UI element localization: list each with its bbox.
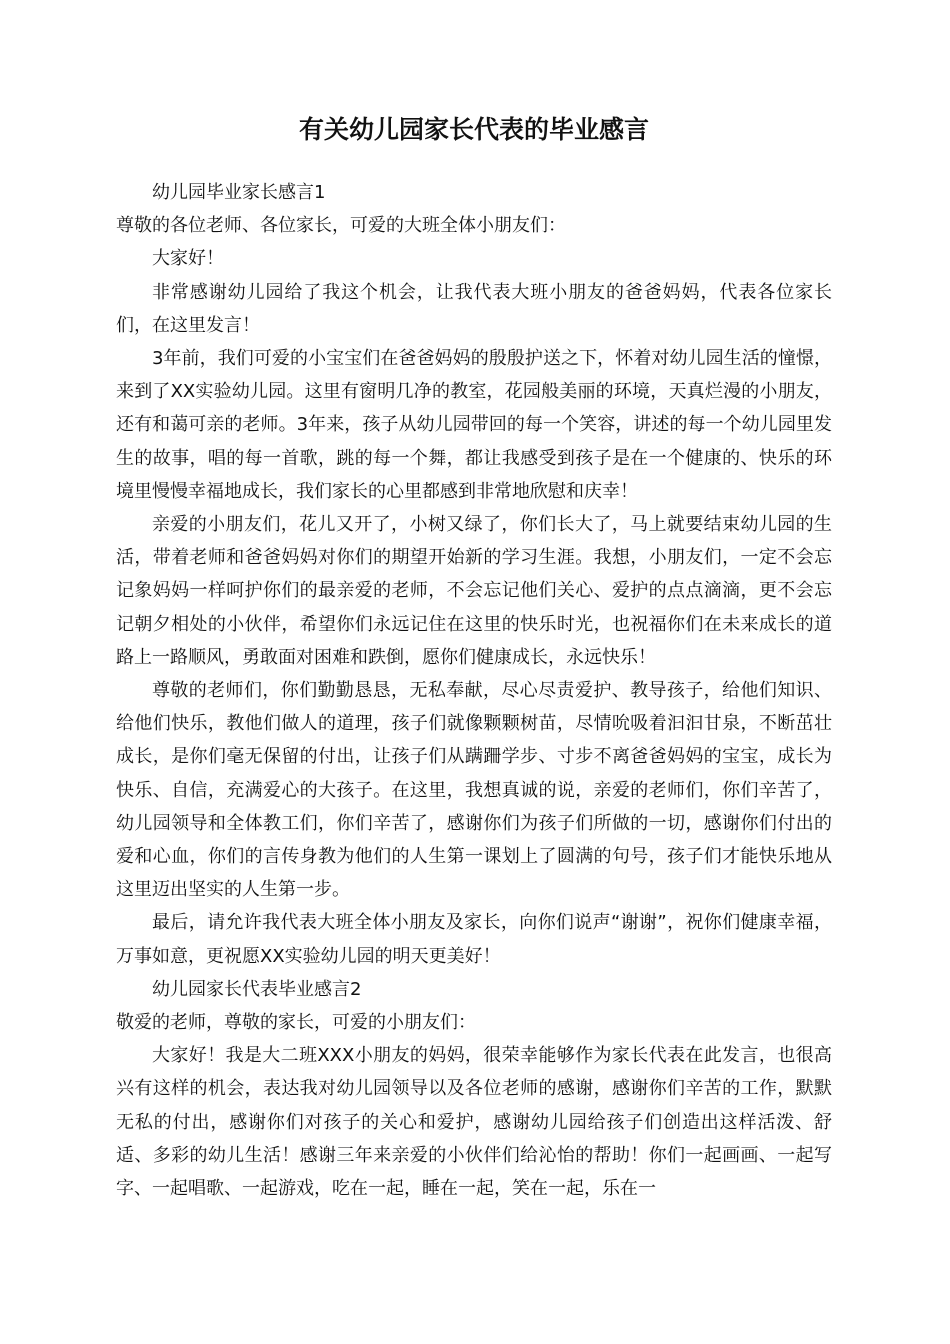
paragraph: 尊敬的老师们，你们勤勤恳恳，无私奉献，尽心尽责爱护、教导孩子，给他们知识、给他们快乐，教他们做人的道理，孩子们就像颗颗树苗，尽情吮吸着汩汩甘泉，不断茁壮成长，是你们毫无保留的付出，让孩子们从蹒跚学步、寸步不离爸爸妈妈的宝宝，成长为快乐、自信，充满爱心的大孩子。在这里，我想真诚的说，亲爱的老师们，你们辛苦了，幼儿园领导和全体教工们，你们辛苦了，感谢你们为孩子们所做的一切，感谢你们付出的爱和心血，你们的言传身教为他们的人生第一课划上了圆满的句号，孩子们才能快乐地从这里迈出坚实的人生第一步。 <box>116 680 832 901</box>
section-heading-2: 幼儿园家长代表毕业感言2 <box>152 978 362 1000</box>
salutation-1: 尊敬的各位老师、各位家长，可爱的大班全体小朋友们： <box>116 215 566 237</box>
paragraph: 3年前，我们可爱的小宝宝们在爸爸妈妈的殷殷护送之下，怀着对幼儿园生活的憧憬，来到了XX实验幼儿园。这里有窗明几净的教室，花园般美丽的环境，天真烂漫的小朋友，还有和蔼可亲的老师。3年来，孩子从幼儿园带回的每一个笑容，讲述的每一个幼儿园里发生的故事，唱的每一首歌，跳的每一个舞，都让我感受到孩子是在一个健康的、快乐的环境里慢慢幸福地成长，我们家长的心里都感到非常地欣慰和庆幸！ <box>116 348 832 502</box>
greeting-1: 大家好！ <box>152 248 224 270</box>
section-heading-1: 幼儿园毕业家长感言1 <box>152 182 326 203</box>
paragraph: 非常感谢幼儿园给了我这个机会，让我代表大班小朋友的爸爸妈妈，代表各位家长们，在这里发言！ <box>116 281 832 336</box>
salutation-2: 敬爱的老师，尊敬的家长，可爱的小朋友们： <box>116 1012 476 1034</box>
paragraph: 亲爱的小朋友们，花儿又开了，小树又绿了，你们长大了，马上就要结束幼儿园的生活，带着老师和爸爸妈妈对你们的期望开始新的学习生涯。我想，小朋友们，一定不会忘记象妈妈一样呵护你们的最亲爱的老师，不会忘记他们关心、爱护的点点滴滴，更不会忘记朝夕相处的小伙伴，希望你们永远记住在这里的快乐时光，也祝福你们在未来成长的道路上一路顺风，勇敢面对困难和跌倒，愿你们健康成长，永远快乐！ <box>116 514 832 668</box>
paragraph: 最后，请允许我代表大班全体小朋友及家长，向你们说声“谢谢”，祝你们健康幸福，万事如意，更祝愿XX实验幼儿园的明天更美好！ <box>116 912 832 967</box>
paragraph: 大家好！我是大二班XXX小朋友的妈妈，很荣幸能够作为家长代表在此发言，也很高兴有这样的机会，表达我对幼儿园领导以及各位老师的感谢，感谢你们辛苦的工作，默默无私的付出，感谢你们对孩子的关心和爱护，感谢幼儿园给孩子们创造出这样活泼、舒适、多彩的幼儿生活！感谢三年来亲爱的小伙伴们给沁怡的帮助！你们一起画画、一起写字、一起唱歌、一起游戏，吃在一起，睡在一起，笑在一起，乐在一 <box>116 1045 832 1200</box>
document-title: 有关幼儿园家长代表的毕业感言 <box>298 115 649 144</box>
